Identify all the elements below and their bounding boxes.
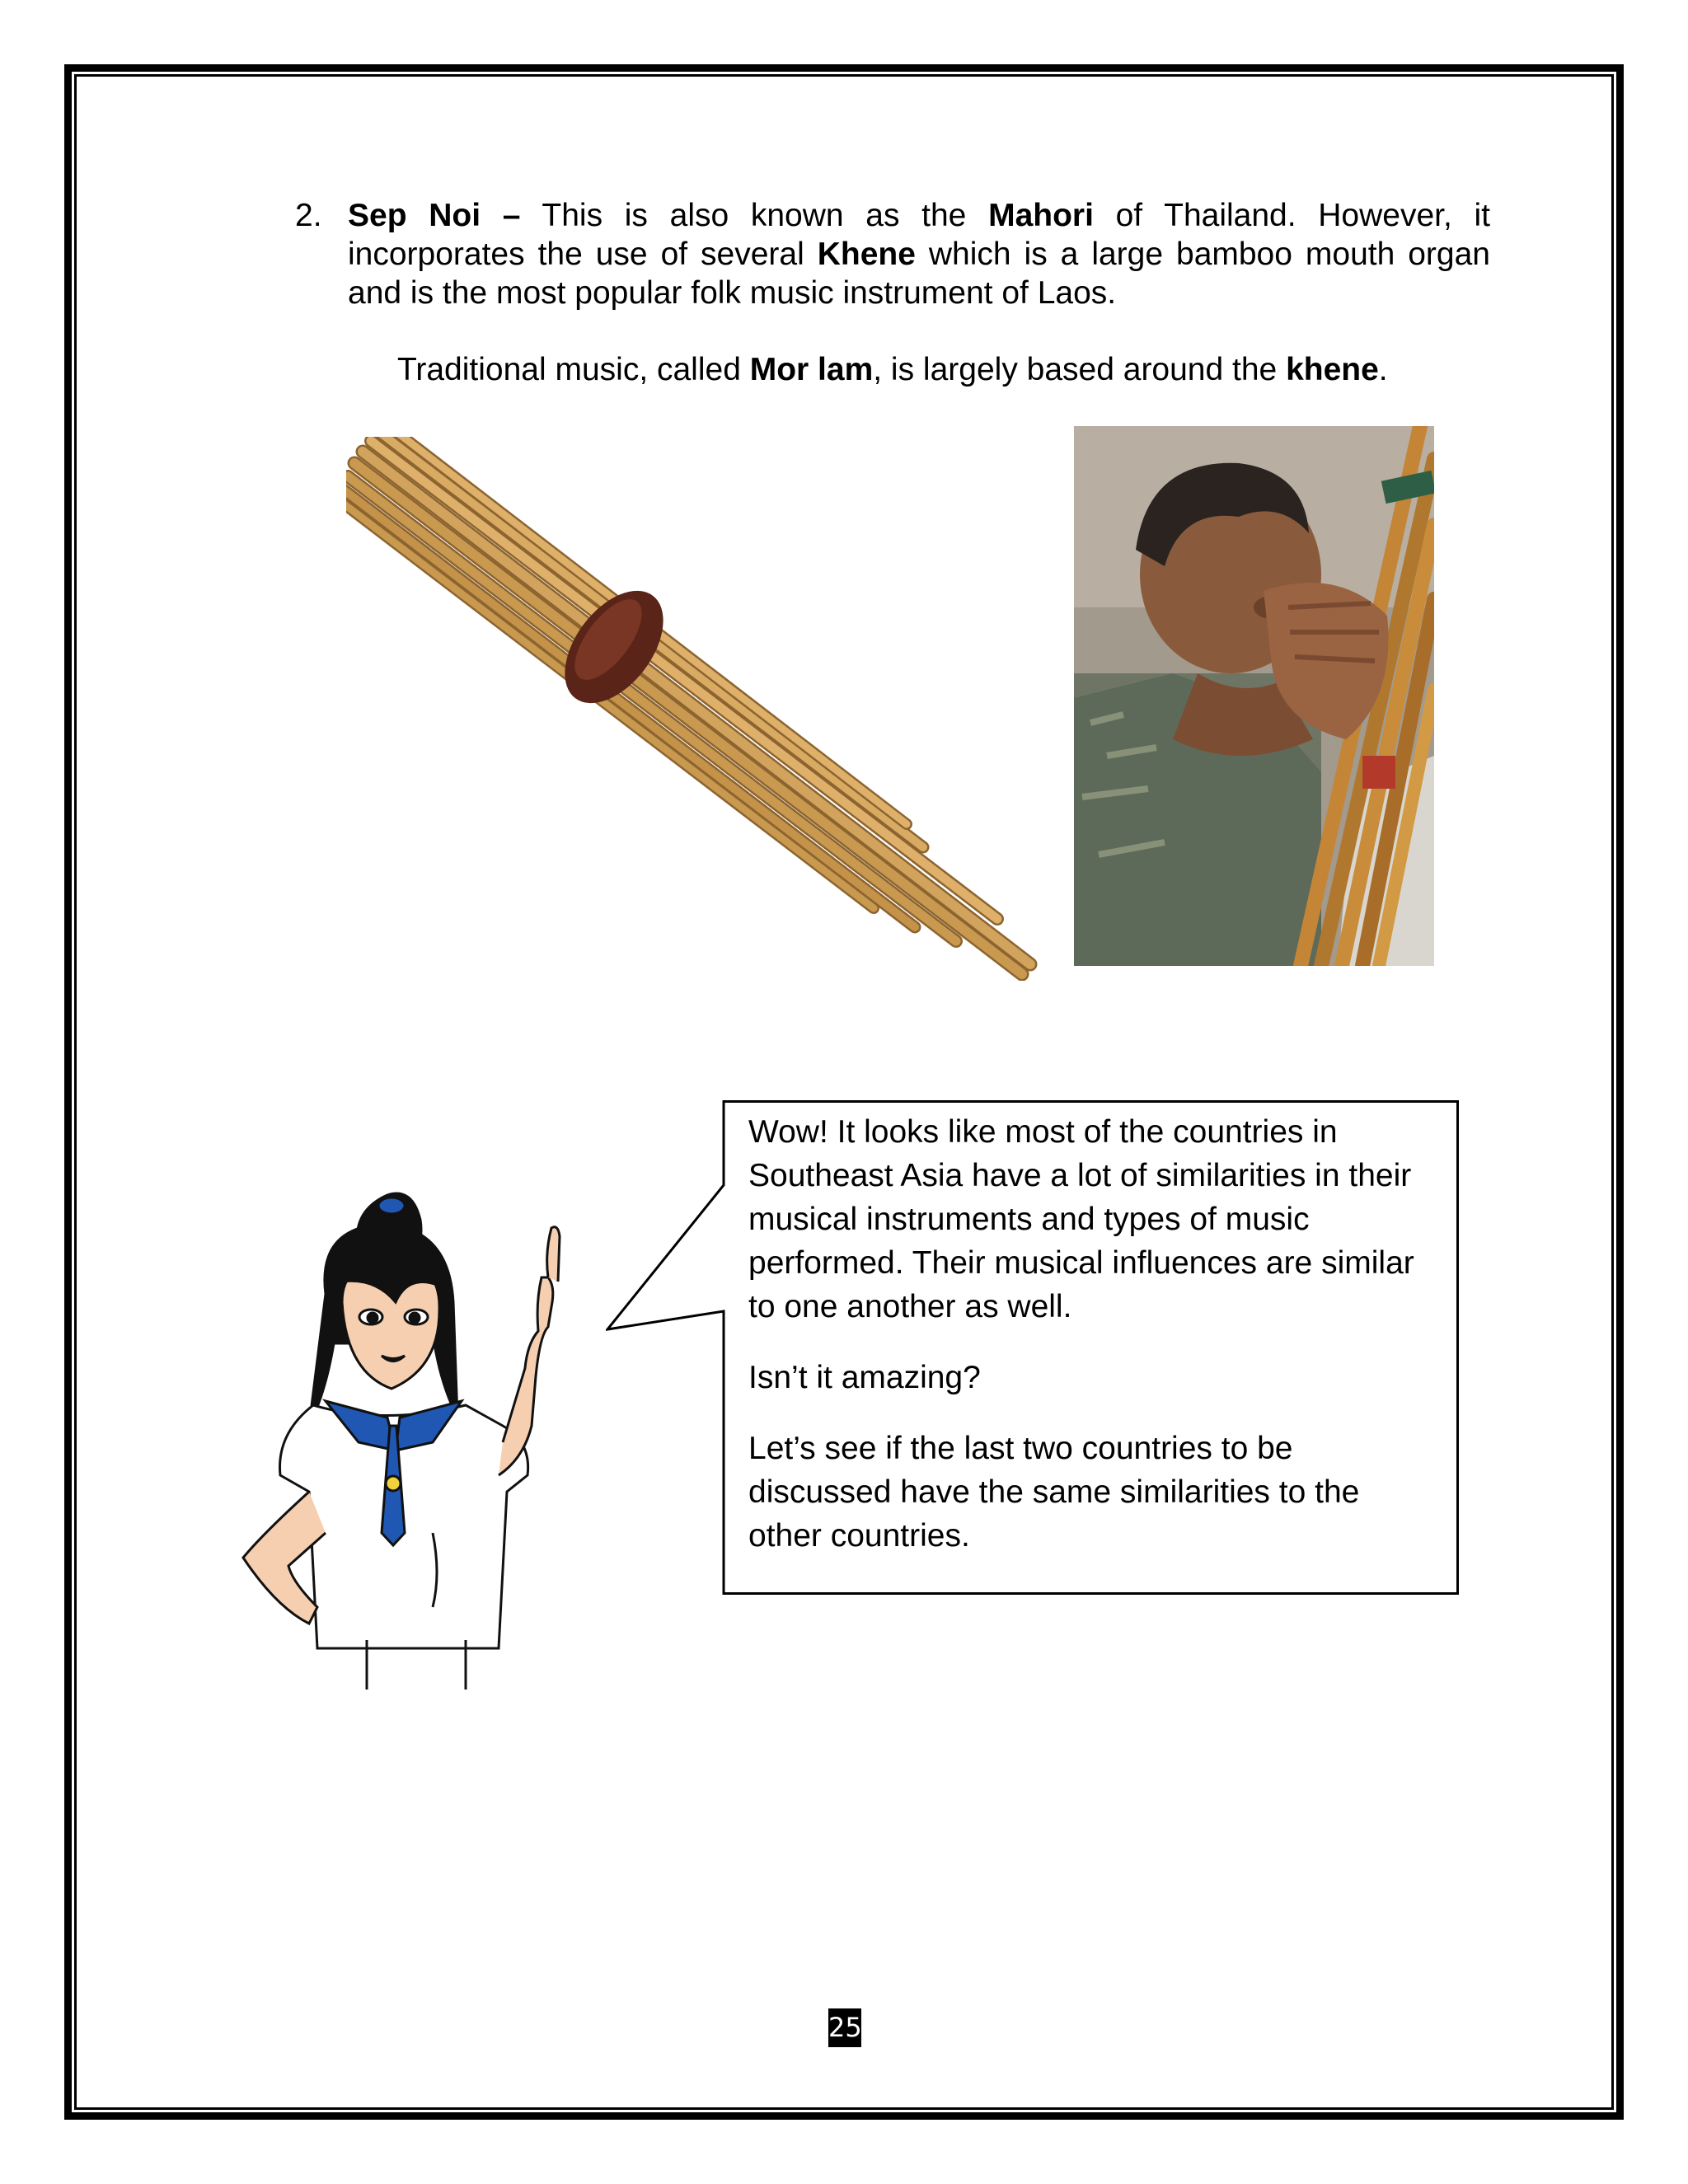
khene-player-photo [1074,426,1434,966]
text-run: This is also known as the [520,198,989,233]
traditional-music-line [397,350,1469,389]
list-number: 2. [295,198,322,233]
text-run: . [1378,352,1388,387]
term-sep-noi: Sep Noi – [348,198,521,233]
khene-instrument-image [346,437,1063,981]
list-item-body [348,196,1490,312]
speech-text [748,1110,1441,1585]
term-mor-lam: Mor lam [749,352,874,387]
text-run: which is a large bamboo mouth organ and is the most popular folk music instrument of Laos. [348,237,1490,311]
term-mahori: Mahori [988,198,1094,233]
term-khene: Khene [817,237,916,272]
list-item-sep-noi [295,196,1490,312]
term-khene-lower: khene [1286,352,1379,387]
speech-paragraph-1: Wow! It looks like most of the countries in Southeast Asia have a lot of similarities in their musical instruments and types of music performed. Their musical influences are similar to one another as well. [748,1114,1414,1324]
text-run: of Thailand. However, it incorporates the use of several [348,198,1491,272]
text-run: , is largely based around the [873,352,1287,387]
student-girl-illustration [218,1179,614,1698]
speech-paragraph-3: Let’s see if the last two countries to be discussed have the same similarities to the other countries. [748,1431,1360,1554]
text-run: Traditional music, called [397,352,750,387]
page-number: 25 [828,2008,861,2047]
speech-paragraph-2: Isn’t it amazing? [748,1360,981,1395]
